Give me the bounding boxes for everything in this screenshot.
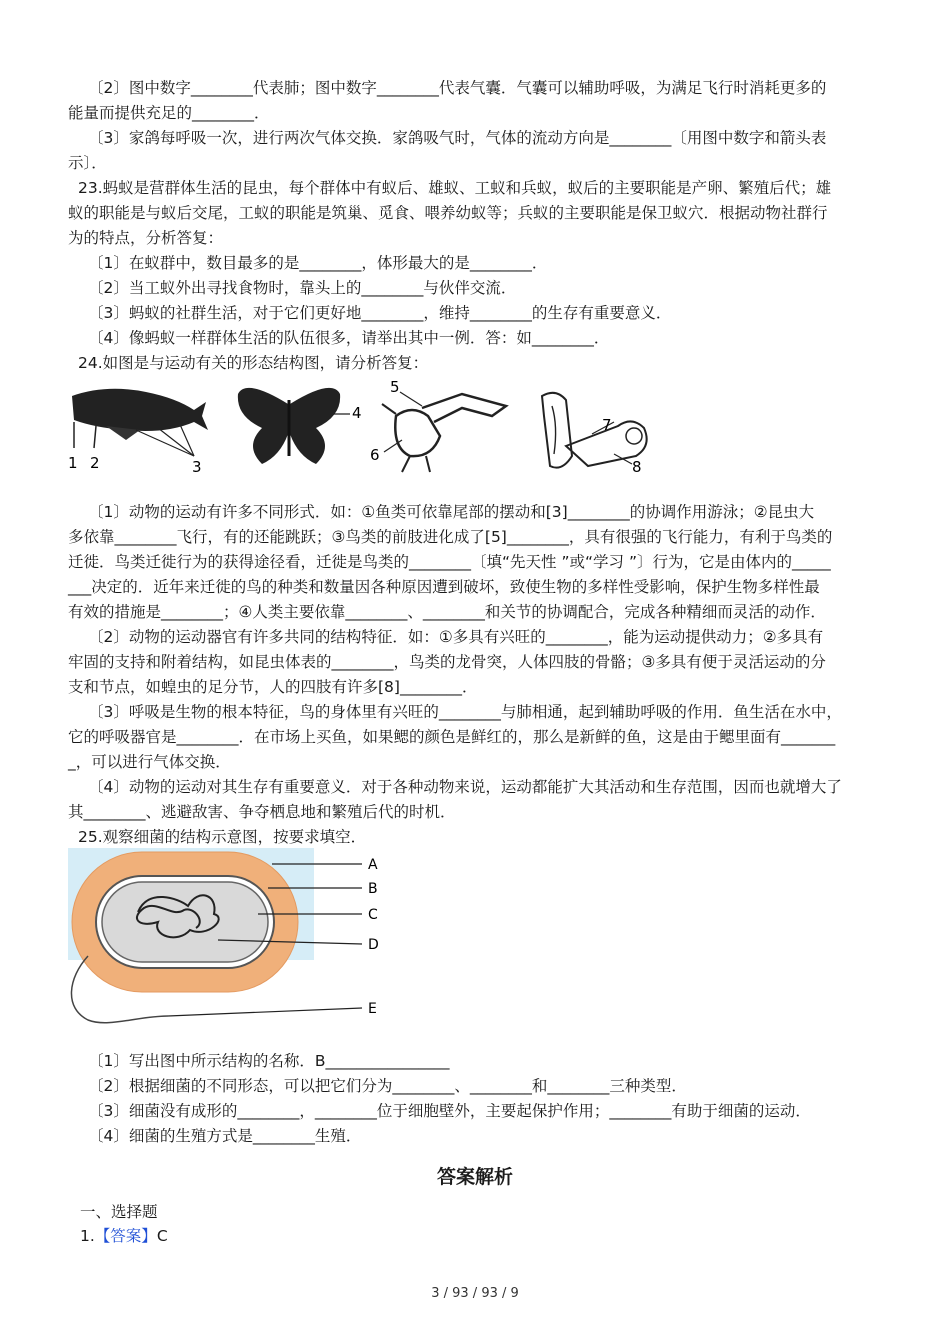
fig-label-6: 6 <box>370 446 380 464</box>
bacteria-label-d: D <box>368 937 379 953</box>
q25-part2: 〔2〕根据细菌的不同形态，可以把它们分为________、________和________三种类型． <box>88 1077 687 1095</box>
q24-part1-line5: 有效的措施是________；④人类主要依靠________、________和关节的协调配合，完成各种精细而灵活的动作． <box>68 603 826 621</box>
answers-section: 一、选择题 <box>80 1203 158 1221</box>
q24-part1-line4: ___决定的．近年来迁徙的鸟的种类和数量因各种原因遭到破坏，致使生物的多样性受影响，保护生物多样性最 <box>68 578 820 596</box>
fig-label-5: 5 <box>390 378 400 396</box>
q24-part1-line2: 多依靠________飞行，有的还能跳跃；③鸟类的前肢进化成了[5]________，具有很强的飞行能力，有利于鸟类的 <box>68 528 833 546</box>
q24-intro: 24.如图是与运动有关的形态结构图，请分析答复： <box>78 354 429 372</box>
q23-part1: 〔1〕在蚁群中，数目最多的是________，体形最大的是________． <box>88 254 548 272</box>
q23-part3: 〔3〕蚂蚁的社群生活，对于它们更好地________，维持________的生存有重要意义． <box>88 304 672 322</box>
q25-part1: 〔1〕写出图中所示结构的名称．B________________ <box>88 1052 450 1070</box>
q23-part2: 〔2〕当工蚁外出寻找食物时，靠头上的________与伙伴交流． <box>88 279 517 297</box>
bacteria-label-e: E <box>368 1001 377 1017</box>
answers-title: 答案解析 <box>436 1166 513 1188</box>
locomotion-figure <box>66 376 656 476</box>
bird-skeleton-illustration <box>382 392 506 472</box>
q23-intro-line2: 蚁的职能是与蚁后交尾，工蚁的职能是筑巢、觅食、喂养幼蚁等；兵蚁的主要职能是保卫蚁穴．根据动物社群行 <box>68 204 828 222</box>
answer-item-number: 1. <box>80 1227 95 1245</box>
answer-item-1 <box>80 1224 168 1248</box>
q24-part2-line2: 牢固的支持和附着结构，如昆虫体表的________，鸟类的龙骨突，人体四肢的骨骼；③多具有便于灵活运动的分 <box>68 653 826 671</box>
q24-part1-line1: 〔1〕动物的运动有许多不同形式．如：①鱼类可依靠尾部的摆动和[3]________的协调作用游泳；②昆虫大 <box>88 503 815 521</box>
fig-label-7: 7 <box>602 416 612 434</box>
q22-part3-line2: 示〕． <box>68 154 107 172</box>
fig-label-1: 1 <box>68 454 78 472</box>
bacteria-label-c: C <box>368 907 378 923</box>
q24-part1-line3: 迁徙．鸟类迁徙行为的获得途径看，迁徙是鸟类的________〔填“先天性 ”或“学习 ”〕行为，它是由体内的_____ <box>68 553 831 571</box>
q23-intro-line1: 23.蚂蚁是营群体生活的昆虫，每个群体中有蚁后、雄蚁、工蚁和兵蚁，蚁后的主要职能是产卵、繁殖后代；雄 <box>78 179 832 197</box>
answer-tag: 【答案】 <box>94 1227 157 1245</box>
answer-value: C <box>156 1227 168 1245</box>
bacteria-label-a: A <box>368 857 378 873</box>
page-footer: 3 / 93 / 93 / 9 <box>431 1286 519 1301</box>
q24-part3-line2: 它的呼吸器官是________．在市场上买鱼，如果鳃的颜色是鲜红的，那么是新鲜的鱼，这是由于鳃里面有_______ <box>68 728 836 746</box>
fig-label-8: 8 <box>632 458 642 476</box>
q22-part3-line1: 〔3〕家鸽每呼吸一次，进行两次气体交换．家鸽吸气时，气体的流动方向是________〔用图中数字和箭头表 <box>88 129 827 147</box>
q22-part2-line1: 〔2〕图中数字________代表肺；图中数字________代表气囊．气囊可以辅助呼吸，为满足飞行时消耗更多的 <box>88 79 827 97</box>
q24-part4-line2: 其________、逃避敌害、争夺栖息地和繁殖后代的时机． <box>68 803 456 821</box>
fig-label-4: 4 <box>352 404 362 422</box>
bacteria-label-b: B <box>368 881 378 897</box>
q24-part2-line3: 支和节点，如蝗虫的足分节，人的四肢有许多[8]________． <box>68 678 478 696</box>
cell-membrane <box>102 882 268 962</box>
q25-part3: 〔3〕细菌没有成形的________，________位于细胞壁外，主要起保护作用；________有助于细菌的运动． <box>88 1102 811 1120</box>
q24-part3-line1: 〔3〕呼吸是生物的根本特征，鸟的身体里有兴旺的________与肺相通，起到辅助呼吸的作用．鱼生活在水中， <box>88 703 842 721</box>
fig-label-3: 3 <box>192 458 202 476</box>
fig-label-2: 2 <box>90 454 100 472</box>
fish-illustration <box>72 389 208 456</box>
butterfly-illustration <box>238 388 350 464</box>
bacteria-figure <box>68 848 384 1038</box>
q24-part2-line1: 〔2〕动物的运动器官有许多共同的结构特征．如：①多具有兴旺的________，能为运动提供动力；②多具有 <box>88 628 824 646</box>
q23-intro-line3: 为的特点，分析答复： <box>68 229 224 247</box>
q24-part4-line1: 〔4〕动物的运动对其生存有重要意义．对于各种动物来说，运动都能扩大其活动和生存范围，因而也就增大了 <box>88 778 842 796</box>
human-arm-illustration <box>542 393 647 468</box>
q25-part4: 〔4〕细菌的生殖方式是________生殖． <box>88 1127 362 1145</box>
q24-part3-line3: _，可以进行气体交换． <box>68 753 231 771</box>
q23-part4: 〔4〕像蚂蚁一样群体生活的队伍很多，请举出其中一例．答：如________． <box>88 329 610 347</box>
q25-intro: 25.观察细菌的结构示意图，按要求填空． <box>78 828 367 846</box>
q22-part2-line2: 能量而提供充足的________． <box>68 104 270 122</box>
